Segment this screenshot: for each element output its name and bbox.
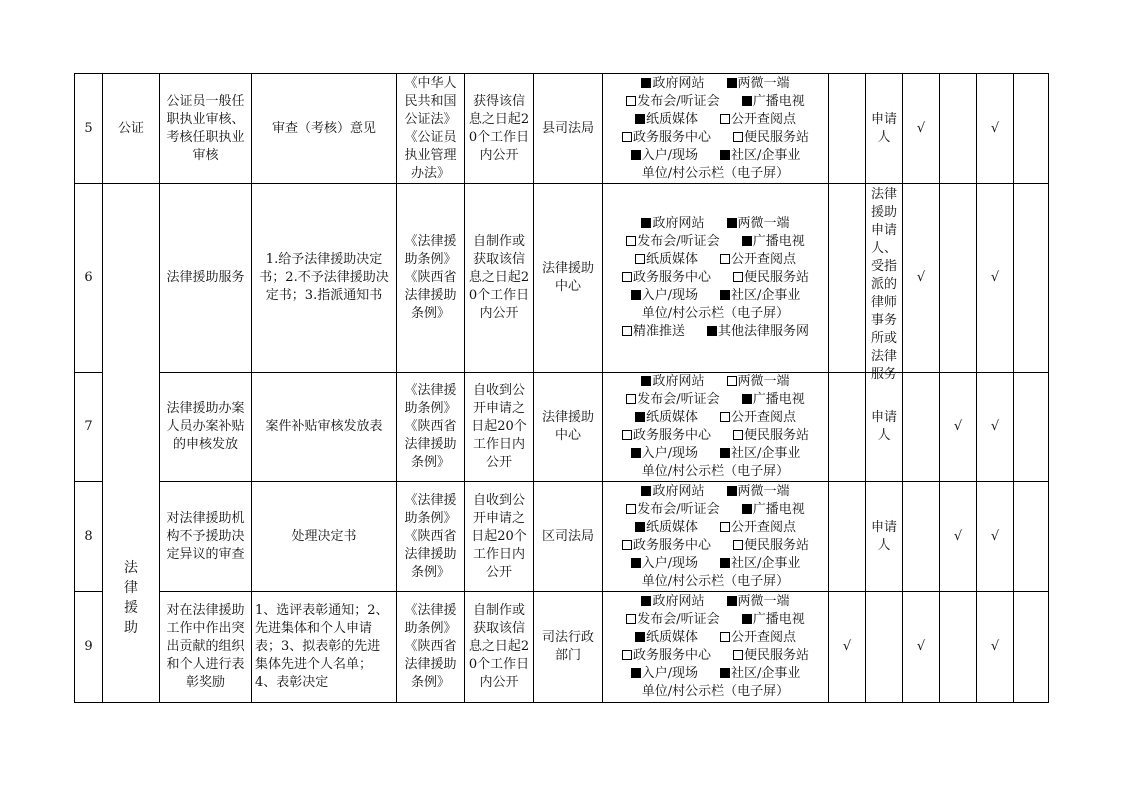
channel-option xyxy=(727,594,790,609)
checked-box-icon xyxy=(635,632,645,642)
checked-box-icon xyxy=(742,236,752,246)
channel-line xyxy=(606,287,825,305)
channel-option xyxy=(622,324,685,339)
target-cell: 申请人 xyxy=(866,74,903,184)
item-cell: 法律援助服务 xyxy=(160,184,252,373)
unchecked-box-icon xyxy=(720,522,730,532)
channel-label: 发布会/听证会 xyxy=(637,612,720,627)
checked-box-icon xyxy=(720,448,730,458)
category-label: 法律援助 xyxy=(124,560,138,636)
channel-tail: 单位/村公示栏（电子屏） xyxy=(641,165,790,181)
channel-label: 政府网站 xyxy=(652,75,705,91)
table-row xyxy=(75,74,1049,184)
check-cell xyxy=(829,74,866,184)
channel-option xyxy=(626,234,719,249)
channel-label: 公开查阅点 xyxy=(731,111,797,127)
channel-label: 便民服务站 xyxy=(744,129,810,145)
check-cell xyxy=(1014,184,1049,373)
basis-cell: 《法律援助条例》《陕西省法律援助条例》 xyxy=(397,373,465,482)
target-cell xyxy=(866,592,903,703)
channel-line xyxy=(606,215,825,233)
check-cell xyxy=(1014,373,1049,482)
check-cell xyxy=(1014,482,1049,592)
channel-label: 社区/企事业 xyxy=(731,446,801,461)
document-cell: 处理决定书 xyxy=(252,482,397,592)
check-mark: √ xyxy=(829,592,866,703)
channel-label: 纸质媒体 xyxy=(645,252,698,267)
channel-label: 政府网站 xyxy=(652,483,705,499)
row-number: 8 xyxy=(75,482,103,592)
department-cell: 司法行政部门 xyxy=(534,592,603,703)
channel-label: 广播电视 xyxy=(752,234,805,249)
unchecked-box-icon xyxy=(626,504,636,514)
document-cell: 审查（考核）意见 xyxy=(252,74,397,184)
check-mark: √ xyxy=(977,373,1014,482)
channel-label: 社区/企事业 xyxy=(731,555,801,571)
checked-box-icon xyxy=(641,376,651,386)
check-mark: √ xyxy=(903,184,940,373)
basis-cell: 《法律援助条例》《陕西省法律援助条例》 xyxy=(397,592,465,703)
checked-box-icon xyxy=(720,150,730,160)
table-row xyxy=(75,482,1049,592)
channel-option xyxy=(622,428,711,443)
channel-label: 政府网站 xyxy=(652,216,705,231)
item-cell: 对在法律援助工作中作出突出贡献的组织和个人进行表彰奖励 xyxy=(160,592,252,703)
checked-box-icon xyxy=(641,218,651,228)
channels-cell xyxy=(603,74,829,184)
target-text: 法律援助申请人、受指派的律师事务所或法律服务 xyxy=(870,187,897,382)
channel-option xyxy=(622,130,711,145)
channel-label: 社区/企事业 xyxy=(731,666,801,681)
channel-line xyxy=(606,129,825,147)
channel-option xyxy=(631,556,698,571)
channel-label: 纸质媒体 xyxy=(645,410,698,425)
channel-option xyxy=(631,148,698,163)
channel-label: 入户/现场 xyxy=(641,147,698,163)
channel-label: 政府网站 xyxy=(652,594,705,609)
channel-tail: 单位/村公示栏（电子屏） xyxy=(641,573,790,589)
checked-box-icon xyxy=(742,614,752,624)
channel-option xyxy=(720,556,800,571)
channel-label: 纸质媒体 xyxy=(645,630,698,645)
channel-label: 两微一端 xyxy=(737,594,790,609)
channel-option xyxy=(631,446,698,461)
channel-label: 政务服务中心 xyxy=(632,648,711,663)
table-row xyxy=(75,592,1049,703)
channel-label: 纸质媒体 xyxy=(645,519,698,535)
checked-box-icon xyxy=(720,668,730,678)
category-cell xyxy=(103,184,160,703)
channel-label: 发布会/听证会 xyxy=(637,93,720,109)
channel-label: 入户/现场 xyxy=(641,288,698,303)
check-cell xyxy=(903,373,940,482)
checked-box-icon xyxy=(635,114,645,124)
channel-label: 政务服务中心 xyxy=(632,270,711,285)
checked-box-icon xyxy=(727,78,737,88)
basis-cell: 《法律援助条例》《陕西省法律援助条例》 xyxy=(397,482,465,592)
unchecked-box-icon xyxy=(727,376,737,386)
channels-cell xyxy=(603,592,829,703)
unchecked-box-icon xyxy=(635,254,645,264)
channel-option xyxy=(635,410,698,425)
unchecked-box-icon xyxy=(622,540,632,550)
channel-line xyxy=(606,269,825,287)
checked-box-icon xyxy=(631,150,641,160)
check-cell xyxy=(829,184,866,373)
channel-label: 便民服务站 xyxy=(744,270,810,285)
channel-option xyxy=(720,666,800,681)
channel-label: 政务服务中心 xyxy=(632,537,711,553)
check-cell xyxy=(1014,74,1049,184)
channel-option xyxy=(720,288,800,303)
channel-option xyxy=(720,252,796,267)
channel-label: 广播电视 xyxy=(752,392,805,407)
channel-line xyxy=(606,593,825,611)
channel-label: 广播电视 xyxy=(752,612,805,627)
channel-label: 便民服务站 xyxy=(744,648,810,663)
checked-box-icon xyxy=(641,78,651,88)
time-limit-cell: 自收到公开申请之日起20个工作日内公开 xyxy=(465,482,534,592)
department-cell: 县司法局 xyxy=(534,74,603,184)
unchecked-box-icon xyxy=(733,540,743,550)
target-cell: 申请人 xyxy=(866,373,903,482)
channel-option xyxy=(742,392,805,407)
channel-label: 公开查阅点 xyxy=(731,410,797,425)
channel-line xyxy=(606,665,825,683)
channel-tail: 单位/村公示栏（电子屏） xyxy=(641,306,790,321)
channel-option xyxy=(641,594,704,609)
department-cell: 法律援助中心 xyxy=(534,373,603,482)
check-mark: √ xyxy=(940,482,977,592)
channel-tail: 单位/村公示栏（电子屏） xyxy=(641,464,790,479)
channel-label: 纸质媒体 xyxy=(645,111,698,127)
channel-label: 政府网站 xyxy=(652,374,705,389)
check-cell xyxy=(1014,592,1049,703)
check-cell xyxy=(940,592,977,703)
unchecked-box-icon xyxy=(720,632,730,642)
checked-box-icon xyxy=(631,668,641,678)
unchecked-box-icon xyxy=(720,412,730,422)
time-limit-cell: 获得该信息之日起20个工作日内公开 xyxy=(465,74,534,184)
channel-option xyxy=(733,648,809,663)
item-cell: 法律援助办案人员办案补贴的申核发放 xyxy=(160,373,252,482)
time-limit-cell: 自收到公开申请之日起20个工作日内公开 xyxy=(465,373,534,482)
check-cell xyxy=(903,482,940,592)
target-cell: 申请人 xyxy=(866,482,903,592)
checked-box-icon xyxy=(631,290,641,300)
checked-box-icon xyxy=(742,504,752,514)
channel-option xyxy=(626,94,719,109)
channel-label: 社区/企事业 xyxy=(731,288,801,303)
channel-option xyxy=(733,130,809,145)
channel-option xyxy=(641,76,704,91)
row-number: 9 xyxy=(75,592,103,703)
channel-label: 广播电视 xyxy=(752,501,805,517)
channel-option xyxy=(622,648,711,663)
channel-option xyxy=(635,252,698,267)
channel-option xyxy=(631,288,698,303)
channel-line xyxy=(606,445,825,463)
unchecked-box-icon xyxy=(622,132,632,142)
channel-option xyxy=(635,112,698,127)
channel-label: 入户/现场 xyxy=(641,446,698,461)
checked-box-icon xyxy=(641,596,651,606)
channel-option xyxy=(727,484,790,499)
check-cell xyxy=(940,184,977,373)
channel-line xyxy=(606,555,825,573)
channel-label: 政务服务中心 xyxy=(632,129,711,145)
checked-box-icon xyxy=(707,326,717,336)
channel-option xyxy=(635,630,698,645)
channel-line xyxy=(606,409,825,427)
unchecked-box-icon xyxy=(733,650,743,660)
channel-line xyxy=(606,111,825,129)
check-mark: √ xyxy=(977,482,1014,592)
channel-label: 入户/现场 xyxy=(641,666,698,681)
channel-label: 发布会/听证会 xyxy=(637,234,720,249)
channel-label: 社区/企事业 xyxy=(731,147,801,163)
channel-label: 其他法律服务网 xyxy=(718,324,810,339)
channel-option xyxy=(631,666,698,681)
channel-tail: 单位/村公示栏（电子屏） xyxy=(641,684,790,699)
unchecked-box-icon xyxy=(720,254,730,264)
channel-line xyxy=(606,647,825,665)
basis-cell: 《中华人民共和国公证法》《公证员执业管理办法》 xyxy=(397,74,465,184)
channel-option xyxy=(641,216,704,231)
unchecked-box-icon xyxy=(733,272,743,282)
channel-line xyxy=(606,373,825,391)
document-cell: 1.给予法律援助决定书；2.不予法律援助决定书；3.指派通知书 xyxy=(252,184,397,373)
channel-line xyxy=(606,519,825,537)
channel-option xyxy=(641,484,704,499)
channel-label: 公开查阅点 xyxy=(731,519,797,535)
check-mark: √ xyxy=(903,592,940,703)
channel-option xyxy=(720,520,796,535)
channel-option xyxy=(622,538,711,553)
channel-label: 两微一端 xyxy=(737,216,790,231)
checked-box-icon xyxy=(720,558,730,568)
channel-option xyxy=(727,76,790,91)
channel-label: 发布会/听证会 xyxy=(637,392,720,407)
channel-option xyxy=(720,446,800,461)
target-cell xyxy=(866,184,903,382)
category-cell: 公证 xyxy=(103,74,160,184)
checked-box-icon xyxy=(635,412,645,422)
channel-line xyxy=(606,93,825,111)
unchecked-box-icon xyxy=(622,326,632,336)
department-cell: 区司法局 xyxy=(534,482,603,592)
table-row xyxy=(75,184,1049,373)
channel-option xyxy=(641,374,704,389)
item-cell: 对法律援助机构不予援助决定异议的审查 xyxy=(160,482,252,592)
channel-option xyxy=(720,112,796,127)
check-mark: √ xyxy=(903,74,940,184)
checked-box-icon xyxy=(742,96,752,106)
checked-box-icon xyxy=(635,522,645,532)
checked-box-icon xyxy=(641,486,651,496)
channel-label: 两微一端 xyxy=(737,374,790,389)
unchecked-box-icon xyxy=(622,430,632,440)
department-cell: 法律援助中心 xyxy=(534,184,603,373)
unchecked-box-icon xyxy=(720,114,730,124)
channel-option xyxy=(727,216,790,231)
channel-line xyxy=(606,251,825,269)
channel-line xyxy=(606,233,825,251)
channel-line xyxy=(606,483,825,501)
check-mark: √ xyxy=(977,74,1014,184)
channels-cell xyxy=(603,184,829,373)
check-cell xyxy=(829,373,866,482)
check-cell xyxy=(940,74,977,184)
document-cell: 案件补贴审核发放表 xyxy=(252,373,397,482)
channels-cell xyxy=(603,482,829,592)
checked-box-icon xyxy=(742,394,752,404)
channel-label: 公开查阅点 xyxy=(731,630,797,645)
checked-box-icon xyxy=(631,558,641,568)
row-number: 7 xyxy=(75,373,103,482)
checked-box-icon xyxy=(727,596,737,606)
channel-label: 精准推送 xyxy=(632,324,685,339)
channel-line xyxy=(606,629,825,647)
channel-option xyxy=(720,148,800,163)
unchecked-box-icon xyxy=(622,272,632,282)
unchecked-box-icon xyxy=(626,614,636,624)
channel-label: 广播电视 xyxy=(752,93,805,109)
channel-label: 公开查阅点 xyxy=(731,252,797,267)
channel-option xyxy=(635,520,698,535)
channel-label: 便民服务站 xyxy=(744,537,810,553)
document-cell: 1、选评表彰通知；2、先进集体和个人申请表；3、拟表彰的先进集体先进个人名单；4、表彰决定 xyxy=(252,592,397,703)
channel-line xyxy=(606,147,825,165)
channel-option xyxy=(742,612,805,627)
channel-option xyxy=(626,392,719,407)
channel-option xyxy=(720,630,796,645)
channel-option xyxy=(707,324,809,339)
channel-line xyxy=(606,391,825,409)
channel-label: 两微一端 xyxy=(737,75,790,91)
channel-label: 发布会/听证会 xyxy=(637,501,720,517)
basis-cell: 《法律援助条例》《陕西省法律援助条例》 xyxy=(397,184,465,373)
check-mark: √ xyxy=(977,592,1014,703)
channel-option xyxy=(720,410,796,425)
channel-option xyxy=(622,270,711,285)
channel-option xyxy=(733,270,809,285)
channel-option xyxy=(626,502,719,517)
unchecked-box-icon xyxy=(733,132,743,142)
channel-line xyxy=(606,323,825,341)
row-number: 6 xyxy=(75,184,103,373)
unchecked-box-icon xyxy=(626,394,636,404)
check-mark: √ xyxy=(940,373,977,482)
checked-box-icon xyxy=(727,218,737,228)
check-cell xyxy=(829,482,866,592)
channel-option xyxy=(626,612,719,627)
channel-option xyxy=(742,94,805,109)
unchecked-box-icon xyxy=(626,96,636,106)
table-row xyxy=(75,373,1049,482)
item-cell: 公证员一般任职执业审核、考核任职执业审核 xyxy=(160,74,252,184)
row-number: 5 xyxy=(75,74,103,184)
channel-option xyxy=(742,234,805,249)
checked-box-icon xyxy=(720,290,730,300)
channels-cell xyxy=(603,373,829,482)
channel-label: 政务服务中心 xyxy=(632,428,711,443)
unchecked-box-icon xyxy=(733,430,743,440)
channel-line xyxy=(606,427,825,445)
channel-line xyxy=(606,611,825,629)
channel-option xyxy=(727,374,790,389)
channel-line xyxy=(606,75,825,93)
channel-line xyxy=(606,537,825,555)
unchecked-box-icon xyxy=(626,236,636,246)
channel-option xyxy=(733,428,809,443)
disclosure-table xyxy=(74,73,1049,703)
time-limit-cell: 自制作或获取该信息之日起20个工作日内公开 xyxy=(465,184,534,373)
channel-option xyxy=(742,502,805,517)
checked-box-icon xyxy=(631,448,641,458)
unchecked-box-icon xyxy=(622,650,632,660)
channel-line xyxy=(606,501,825,519)
channel-option xyxy=(733,538,809,553)
channel-label: 入户/现场 xyxy=(641,555,698,571)
channel-label: 两微一端 xyxy=(737,483,790,499)
check-mark: √ xyxy=(977,184,1014,373)
time-limit-cell: 自制作或获取该信息之日起20个工作日内公开 xyxy=(465,592,534,703)
channel-label: 便民服务站 xyxy=(744,428,810,443)
checked-box-icon xyxy=(727,486,737,496)
